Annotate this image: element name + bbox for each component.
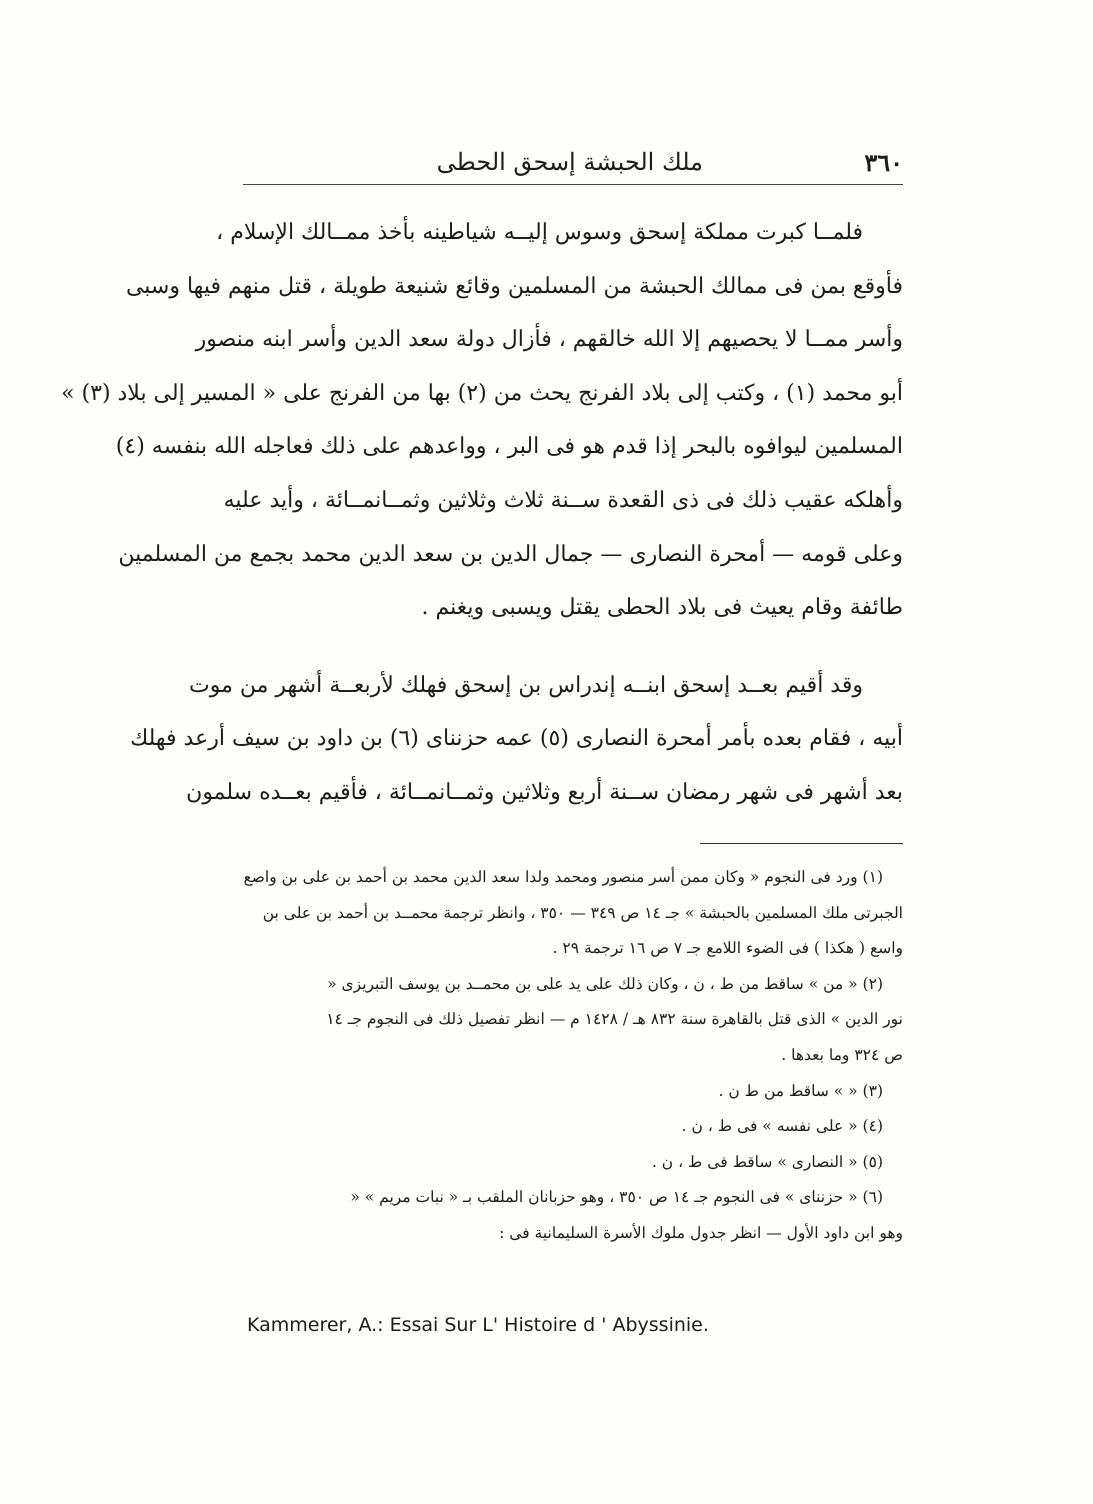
footnote-rule: [700, 843, 903, 844]
footnote-line: (٣) « » ساقط من ط ن .: [718, 1081, 883, 1100]
latin-reference: Kammerer, A.: Essai Sur L' Histoire d ' Abyssinie.: [247, 1314, 709, 1336]
footnotes: [243, 868, 903, 1260]
header-rule: [243, 184, 903, 185]
footnote-line: (٥) « النصارى » ساقط فى ط ، ن .: [651, 1152, 883, 1171]
footnote-line: واسع ( هكذا ) فى الضوء اللامع جـ ٧ ص ١٦ ترجمة ٢٩ .: [552, 939, 903, 958]
text-line: بعد أشهر فى شهر رمضان ســنة أربع وثلاثين وثمــانمــائة ، فأقيم بعــده سلمون: [186, 779, 903, 805]
page-number: ٣٦٠: [864, 148, 903, 177]
text-line: وعلى قومه — أمحرة النصارى — جمال الدين بن سعد الدين محمد بجمع من المسلمين: [118, 541, 903, 567]
text-line: أبيه ، فقام بعده بأمر أمحرة النصارى (٥) عمه حزنناى (٦) بن داود بن سيف أرعد فهلك: [130, 726, 903, 752]
footnote-line: (٤) « على نفسه » فى ط ، ن .: [681, 1117, 883, 1136]
footnote-line: وهو ابن داود الأول — انظر جدول ملوك الأسرة السليمانية فى :: [499, 1223, 903, 1242]
text-line: وأسر ممــا لا يحصيهم إلا الله خالقهم ، فأزال دولة سعد الدين وأسر ابنه منصور: [195, 327, 903, 353]
text-line: فلمــا كبرت مملكة إسحق وسوس إليــه شياطينه بأخذ ممــالك الإسلام ،: [216, 220, 863, 245]
footnote-line: ص ٣٢٤ وما بعدها .: [781, 1045, 903, 1064]
footnote-line: (٦) « حزنناى » فى النجوم جـ ١٤ ص ٣٥٠ ، وهو حزبانان الملقب بـ « نبات مريم » «: [350, 1188, 883, 1207]
footnote-line: الجبرتى ملك المسلمين بالحبشة » جـ ١٤ ص ٣٤٩ — ٣٥٠ ، وانظر ترجمة محمــد بن أحمد بن على بن: [262, 903, 903, 922]
footnote-line: (١) ورد فى النجوم « وكان ممن أسر منصور ومحمد ولدا سعد الدين محمد بن أحمد بن على بن واصع: [243, 868, 883, 886]
footnote-line: نور الدين » الذى قتل بالقاهرة سنة ٨٣٢ هـ / ١٤٢٨ م — انظر تفصيل ذلك فى النجوم جـ ١٤: [326, 1010, 903, 1029]
text-line: طائفة وقام يعيث فى بلاد الحطى يقتل ويسبى ويغنم .: [421, 595, 903, 621]
main-text: [61, 220, 903, 836]
running-title: ملك الحبشة إسحق الحطى: [436, 148, 703, 176]
text-line: وأهلكه عقيب ذلك فى ذى القعدة ســنة ثلاث وثلاثين وثمــانمــائة ، وأيد عليه: [223, 487, 903, 513]
page-header: [243, 148, 903, 184]
footnote-line: (٢) « من » ساقط من ط ، ن ، وكان ذلك على يد على بن محمــد بن يوسف التبريزى «: [327, 974, 883, 993]
text-line: فأوقع بمن فى ممالك الحبشة من المسلمين وقائع شنيعة طويلة ، قتل منهم فيها وسبى: [125, 273, 903, 299]
text-line: أبو محمد (١) ، وكتب إلى بلاد الفرنج يحث من (٢) بها من الفرنج على « المسير إلى بلاد (٣) »: [61, 380, 903, 406]
text-line: وقد أقيم بعــد إسحق ابنــه إندراس بن إسحق فهلك لأربعــة أشهر من موت: [189, 672, 863, 698]
paragraph-gap: [243, 651, 903, 675]
text-line: المسلمين ليوافوه بالبحر إذا قدم هو فى البر ، وواعدهم على ذلك فعاجله الله بنفسه (٤): [115, 434, 903, 460]
